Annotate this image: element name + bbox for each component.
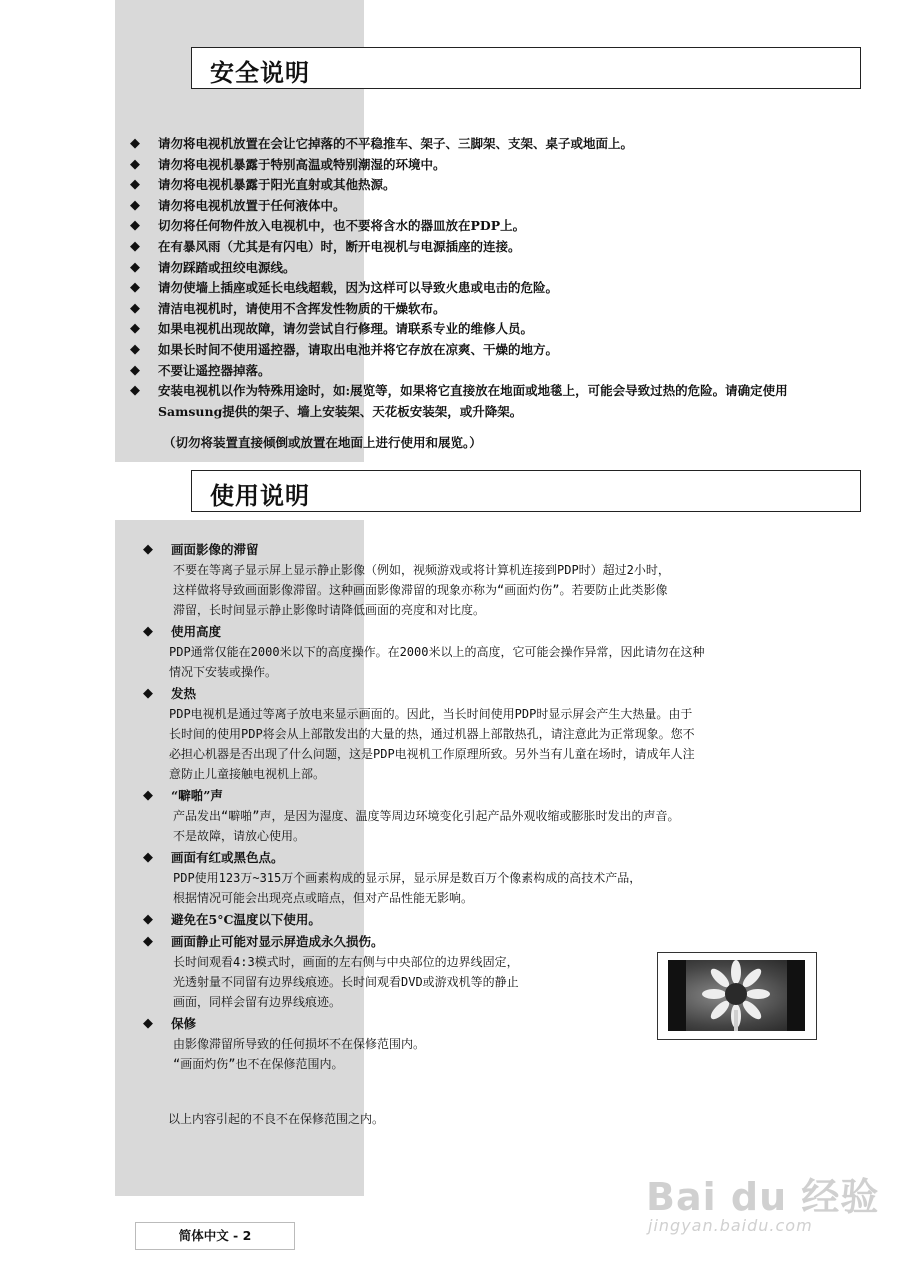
diamond-bullet-icon: ◆ — [143, 934, 153, 949]
diamond-bullet-icon: ◆ — [143, 788, 153, 803]
list-item: ◆ 请勿踩踏或扭绞电源线。 — [130, 258, 870, 279]
item-heading: 发热 — [171, 686, 197, 701]
watermark-brand: Bai du 经验 — [646, 1175, 880, 1219]
list-item: ◆ 请勿将电视机暴露于阳光直射或其他热源。 — [130, 175, 870, 196]
item-body: PDP电视机是通过等离子放电来显示画面的。因此，当长时间使用PDP时显示屏会产生大热量。由于 长时间的使用PDP将会从上部散发出的大量的热，通过机器上部散热孔，请注意此为正常现象。您不 必担心机器是否出现了什么问题，这是PDP电视机工作原理所致。另外当有儿童在场时，请成年人注 意防止儿童接触电视机上部。 — [169, 707, 695, 781]
list-item: ◆ 请勿将电视机暴露于特别高温或特别潮湿的环境中。 — [130, 155, 870, 176]
diamond-bullet-icon: ◆ — [143, 850, 153, 865]
diamond-bullet-icon: ◆ — [130, 259, 140, 275]
sunflower-icon — [668, 960, 805, 1031]
diamond-bullet-icon: ◆ — [130, 218, 140, 234]
item-body: 由影像滞留所导致的任何损坏不在保修范围内。 “画面灼伤”也不在保修范围内。 — [173, 1037, 426, 1071]
item-heading: 画面有红或黑色点。 — [171, 850, 284, 865]
diamond-bullet-icon: ◆ — [143, 542, 153, 557]
item-heading: 避免在5°C温度以下使用。 — [171, 912, 321, 927]
flower-photo — [657, 952, 817, 1040]
safety-title: 安全说明 — [210, 59, 310, 87]
list-item: ◆ 请勿将电视机放置于任何液体中。 — [130, 196, 870, 217]
safety-note: （切勿将装置直接倾倒或放置在地面上进行使用和展览。） — [163, 435, 482, 450]
page-number: 简体中文 - 2 — [135, 1222, 295, 1250]
usage-title: 使用说明 — [210, 482, 310, 510]
list-item: ◆ 请勿将电视机放置在会让它掉落的不平稳推车、架子、三脚架、支架、桌子或地面上。 — [130, 134, 870, 155]
diamond-bullet-icon: ◆ — [143, 686, 153, 701]
diamond-bullet-icon: ◆ — [130, 156, 140, 172]
safety-title-box — [191, 47, 861, 89]
baidu-watermark — [640, 1140, 890, 1240]
list-item — [143, 786, 868, 846]
list-item: ◆ 在有暴风雨（尤其是有闪电）时，断开电视机与电源插座的连接。 — [130, 237, 870, 258]
item-heading: 画面影像的滞留 — [171, 542, 259, 557]
list-item — [143, 622, 868, 682]
list-item — [143, 540, 868, 620]
list-item: ◆ 如果电视机出现故障，请勿尝试自行修理。请联系专业的维修人员。 — [130, 319, 870, 340]
list-item — [143, 910, 868, 930]
diamond-bullet-icon: ◆ — [130, 197, 140, 213]
list-item: ◆ 请勿使墙上插座或延长电线超载，因为这样可以导致火患或电击的危险。 — [130, 278, 870, 299]
diamond-bullet-icon: ◆ — [130, 321, 140, 337]
list-item — [143, 684, 868, 784]
flower-image — [668, 960, 805, 1031]
diamond-bullet-icon: ◆ — [130, 362, 140, 378]
footer-note: 以上内容引起的不良不在保修范围之内。 — [168, 1112, 385, 1126]
item-heading: 保修 — [171, 1016, 197, 1031]
item-body: 长时间观看4:3模式时，画面的左右侧与中央部位的边界线固定， 光透射量不同留有边界线痕迹。长时间观看DVD或游戏机等的静止 画面，同样会留有边界线痕迹。 — [173, 955, 519, 1009]
item-heading: “噼啪”声 — [171, 788, 223, 803]
item-body: 产品发出“噼啪”声，是因为湿度、温度等周边环境变化引起产品外观收缩或膨胀时发出的声音。 不是故障，请放心使用。 — [173, 809, 680, 843]
usage-title-box — [191, 470, 861, 512]
diamond-bullet-icon: ◆ — [143, 624, 153, 639]
list-item: ◆ 如果长时间不使用遥控器，请取出电池并将它存放在凉爽、干燥的地方。 — [130, 340, 870, 361]
diamond-bullet-icon: ◆ — [130, 341, 140, 357]
diamond-bullet-icon: ◆ — [143, 1016, 153, 1031]
safety-list — [130, 134, 870, 422]
list-item: ◆ 切勿将任何物件放入电视机中，也不要将含水的器皿放在PDP上。 — [130, 216, 870, 237]
item-body: PDP通常仅能在2000米以下的高度操作。在2000米以上的高度，它可能会操作异常，因此请勿在这种 情况下安装或操作。 — [169, 645, 705, 679]
diamond-bullet-icon: ◆ — [143, 912, 153, 927]
diamond-bullet-icon: ◆ — [130, 280, 140, 296]
list-item: ◆ 清洁电视机时，请使用不含挥发性物质的干燥软布。 — [130, 299, 870, 320]
diamond-bullet-icon: ◆ — [130, 383, 140, 399]
diamond-bullet-icon: ◆ — [130, 136, 140, 151]
watermark-url: jingyan.baidu.com — [648, 1216, 813, 1235]
item-heading: 画面静止可能对显示屏造成永久损伤。 — [171, 934, 384, 949]
item-body: 不要在等离子显示屏上显示静止影像（例如，视频游戏或将计算机连接到PDP时）超过2小时， 这样做将导致画面影像滞留。这种画面影像滞留的现象亦称为“画面灼伤”。若要防止此类影像 滞留，长时间显示静止影像时请降低画面的亮度和对比度。 — [173, 563, 670, 617]
diamond-bullet-icon: ◆ — [130, 238, 140, 254]
diamond-bullet-icon: ◆ — [130, 300, 140, 316]
item-body: PDP使用123万~315万个画素构成的显示屏，显示屏是数百万个像素构成的高技术产品， 根据情况可能会出现亮点或暗点，但对产品性能无影响。 — [173, 871, 642, 905]
diamond-bullet-icon: ◆ — [130, 177, 140, 193]
list-item — [143, 848, 868, 908]
list-item: ◆ 不要让遥控器掉落。 — [130, 361, 870, 382]
item-heading: 使用高度 — [171, 624, 222, 639]
list-item: ◆ 安装电视机以作为特殊用途时，如:展览等，如果将它直接放在地面或地毯上，可能会导致过热的危险。请确定使用Samsung提供的架子、墙上安装架、天花板安装架，或升降架。 — [130, 383, 788, 419]
